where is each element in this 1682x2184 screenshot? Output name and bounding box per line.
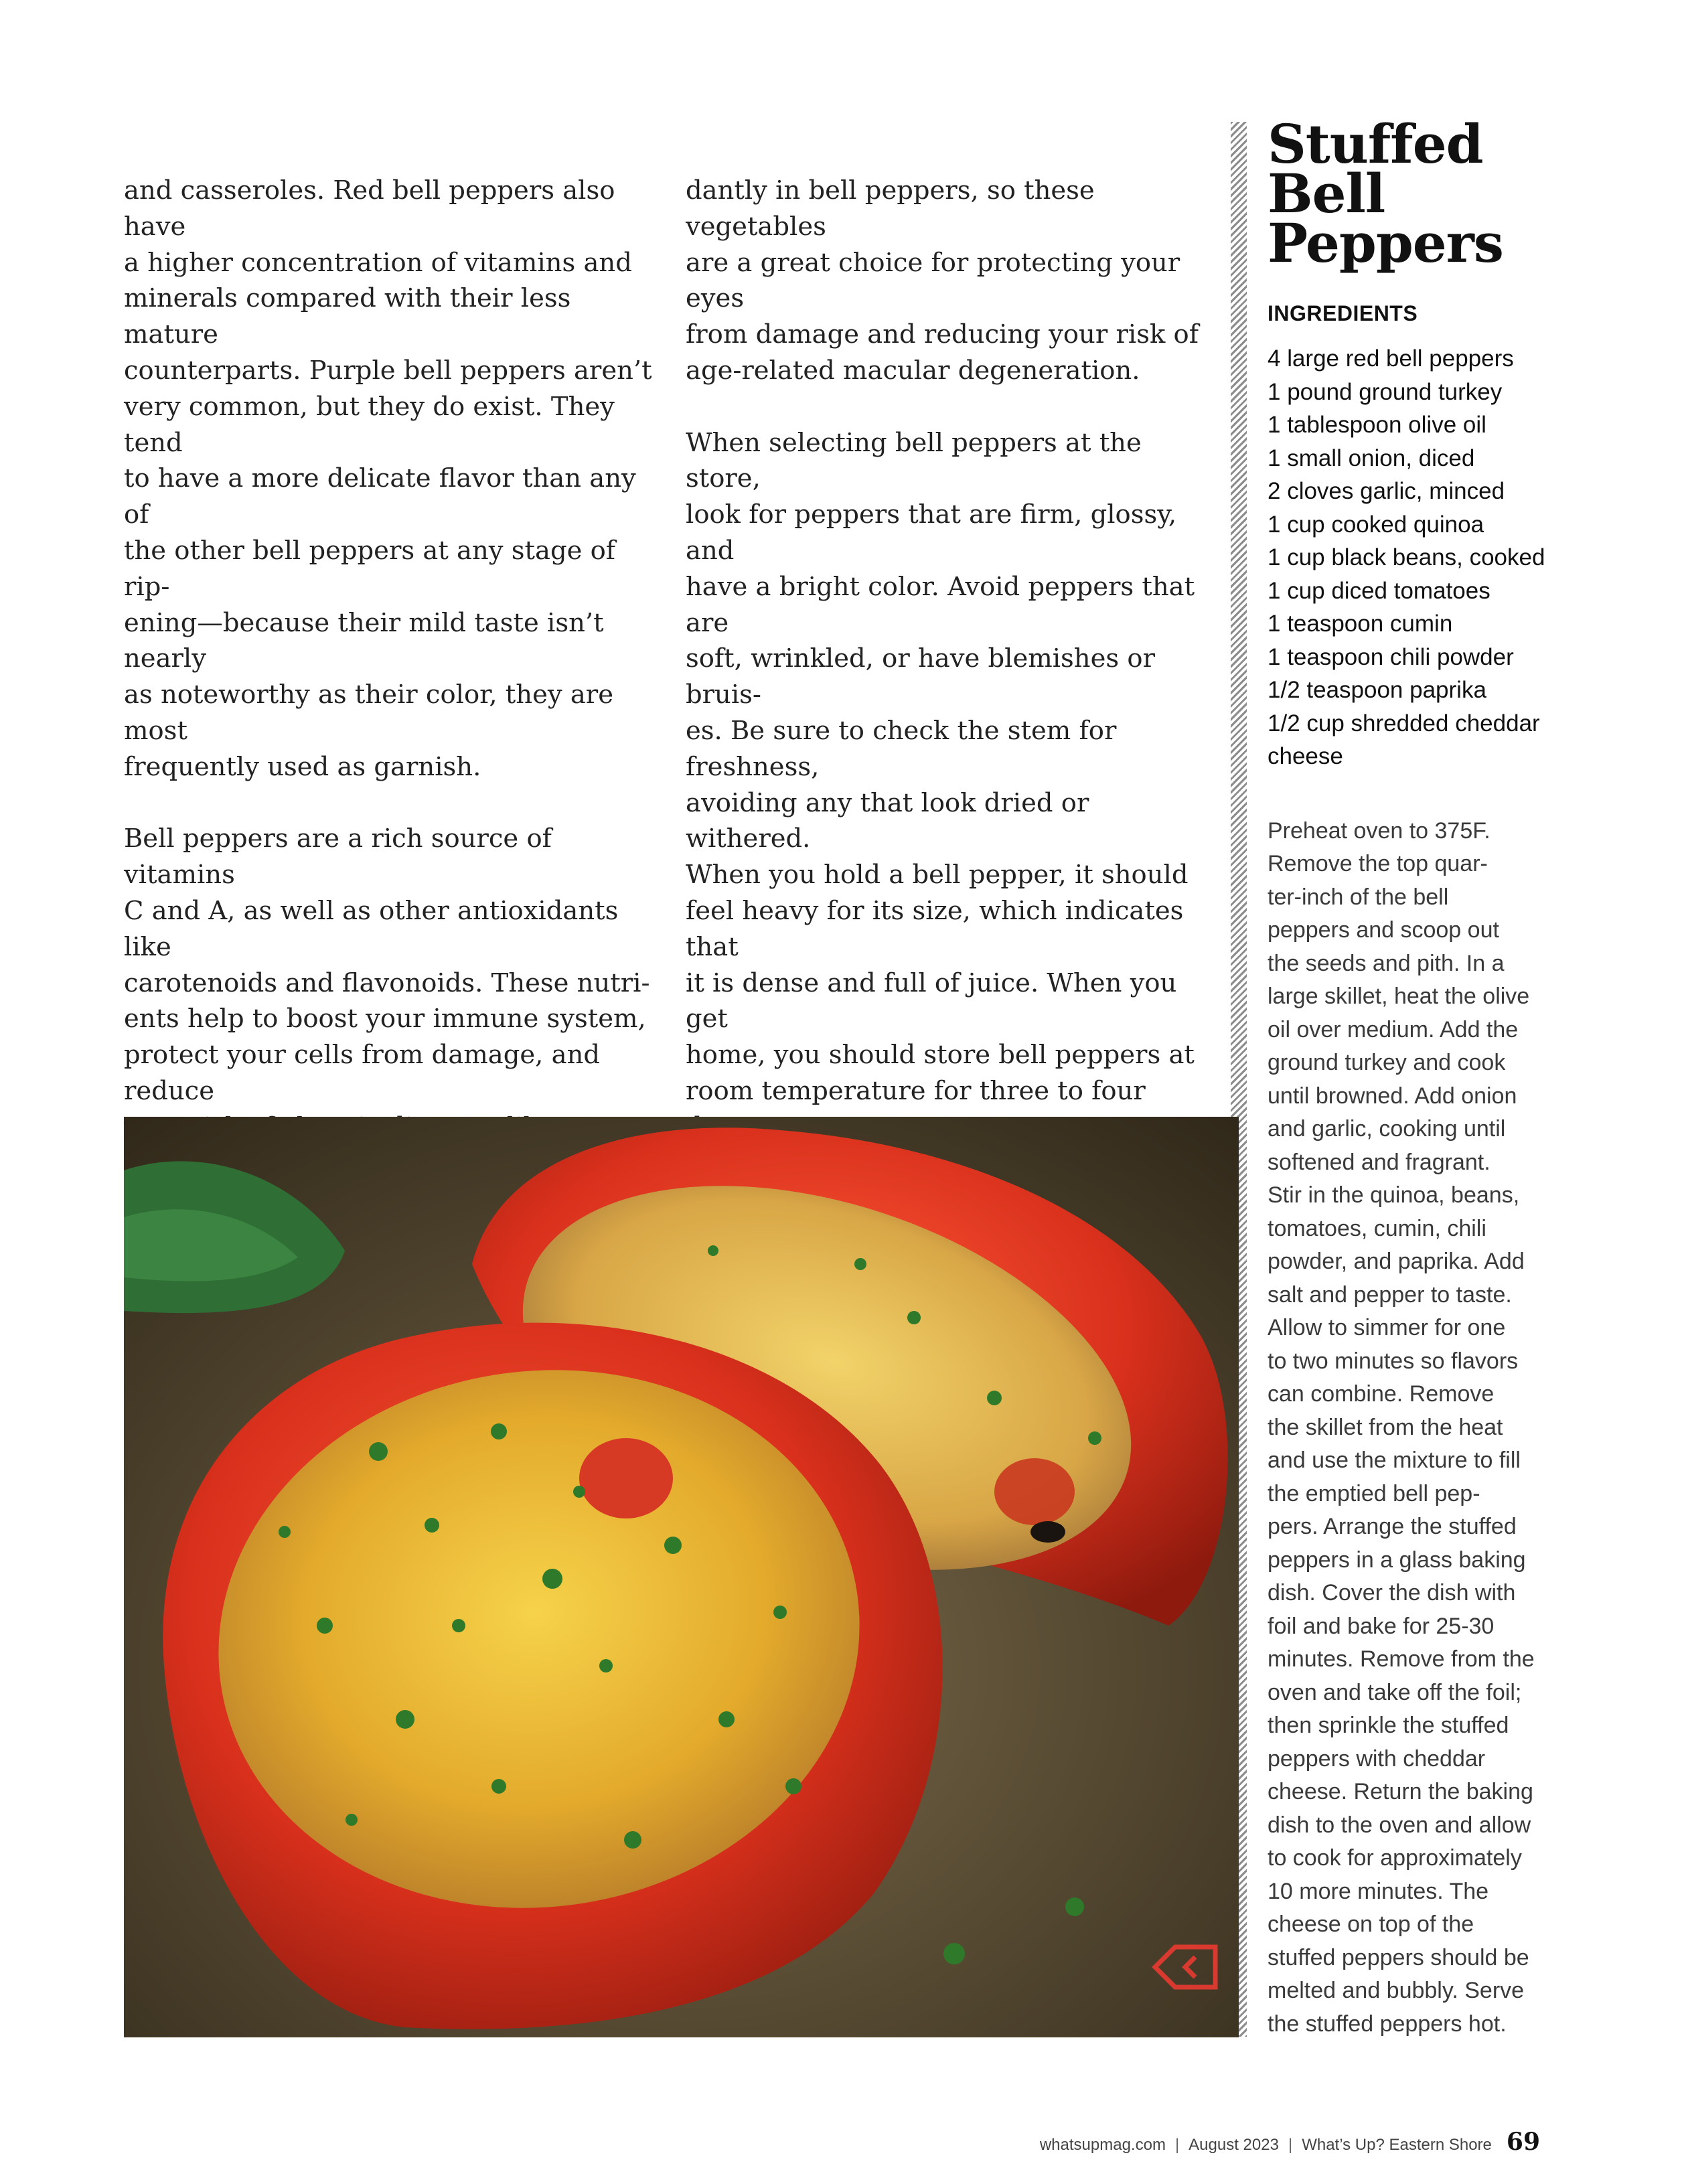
article-paragraph: dantly in bell peppers, so these vegetables are a great choice for protecting your eyes from damage and reducing your risk of age-related macular degeneration. — [686, 175, 1199, 386]
ingredients-heading: INGREDIENTS — [1268, 301, 1418, 325]
ingredient-item: 1 small onion, diced — [1268, 445, 1475, 471]
footer-separator: | — [1288, 2136, 1293, 2154]
article-paragraph: Bell peppers are a rich source of vitamins C and A, as well as other antioxidants like carotenoids and flavonoids. These nutri- ents help to boost your immune system, protect your cells from damage, and reduce — [124, 824, 650, 1106]
ingredient-item: 1 pound ground turkey — [1268, 378, 1503, 405]
recipe-sidebar — [1268, 112, 1562, 2041]
page-footer — [1040, 2128, 1540, 2161]
recipe-title-line: Stuffed — [1268, 112, 1483, 175]
ingredient-item: 1/2 teaspoon paprika — [1268, 677, 1486, 703]
ingredient-item: 1 tablespoon olive oil — [1268, 412, 1486, 438]
footer-website: whatsupmag.com — [1039, 2136, 1166, 2154]
ingredient-item: 2 cloves garlic, minced — [1268, 478, 1505, 504]
ingredients-list — [1268, 342, 1562, 773]
recipe-directions: Preheat oven to 375F. Remove the top quar- ter-inch of the bell peppers and scoop out the seeds and pith. In a large skillet, heat the olive oil over medium. Add the ground turkey and cook until browned. Add onion and garlic, cooking until softened and fragrant. Stir in the quinoa, beans, tomatoes, cumin, chili powder, and paprika. Add salt and pepper to taste. Allow to simmer for one to two minutes so flavors can combine. Remove the skillet from the heat and use the mixture to fill the emptied bell pep- pers. Arrange the stuffed peppers in a glass baking dish. Cover the dish with foil and bake for 25-30 minutes. Remove from the oven and take off the foil; then sprinkle the stuffed peppers with cheddar cheese. Return the baking dish to the oven and allow to cook for approximately 10 more minutes. The cheese on top of the stuffed peppers should be melted and bubbly. Serve the stuffed peppers hot. — [1268, 817, 1535, 2037]
page-number: 69 — [1506, 2128, 1540, 2156]
recipe-title-line: Bell — [1268, 162, 1385, 225]
article-paragraph: and casseroles. Red bell peppers also have a higher concentration of vitamins and minerals compared with their less mature counterparts. Purple bell peppers aren’t very common, but they do exist. They tend to have a more delicate flavor than any of the other bell peppers at any stage of rip- ening—because their mild taste isn’t nearly as noteworthy as their color, they are most frequently used as garnish. — [124, 175, 652, 782]
footer-issue: August 2023 — [1189, 2136, 1279, 2154]
ingredient-item: 1 cup cooked quinoa — [1268, 511, 1484, 538]
recipe-title-line: Peppers — [1268, 212, 1503, 275]
footer-separator: | — [1174, 2136, 1180, 2154]
stuffed-peppers-photo — [124, 1117, 1239, 2037]
ingredient-item: 4 large red bell peppers — [1268, 345, 1514, 372]
footer-publication: What’s Up? Eastern Shore — [1302, 2136, 1492, 2154]
ingredient-item: 1 cup diced tomatoes — [1268, 577, 1490, 604]
ingredient-item: 1 teaspoon cumin — [1268, 611, 1453, 637]
recipe-title — [1268, 112, 1562, 275]
ingredient-item: 1/2 cup shredded cheddar cheese — [1268, 710, 1540, 769]
ingredient-item: 1 cup black beans, cooked — [1268, 544, 1545, 570]
article-paragraph: When selecting bell peppers at the store, look for peppers that are firm, glossy, and have a bright color. Avoid peppers that are soft, wrinkled, or have blemishes or bruis- es. Be sure to check the stem for freshness, avoiding any that look dried or withered. When you hold a bell pepper, it should feel heavy for its size, which indicates that it is dense and full of juice. When you get home, you should store bell peppers at room temperature for three to four — [686, 427, 1195, 1106]
ingredient-item: 1 teaspoon chili powder — [1268, 643, 1514, 670]
